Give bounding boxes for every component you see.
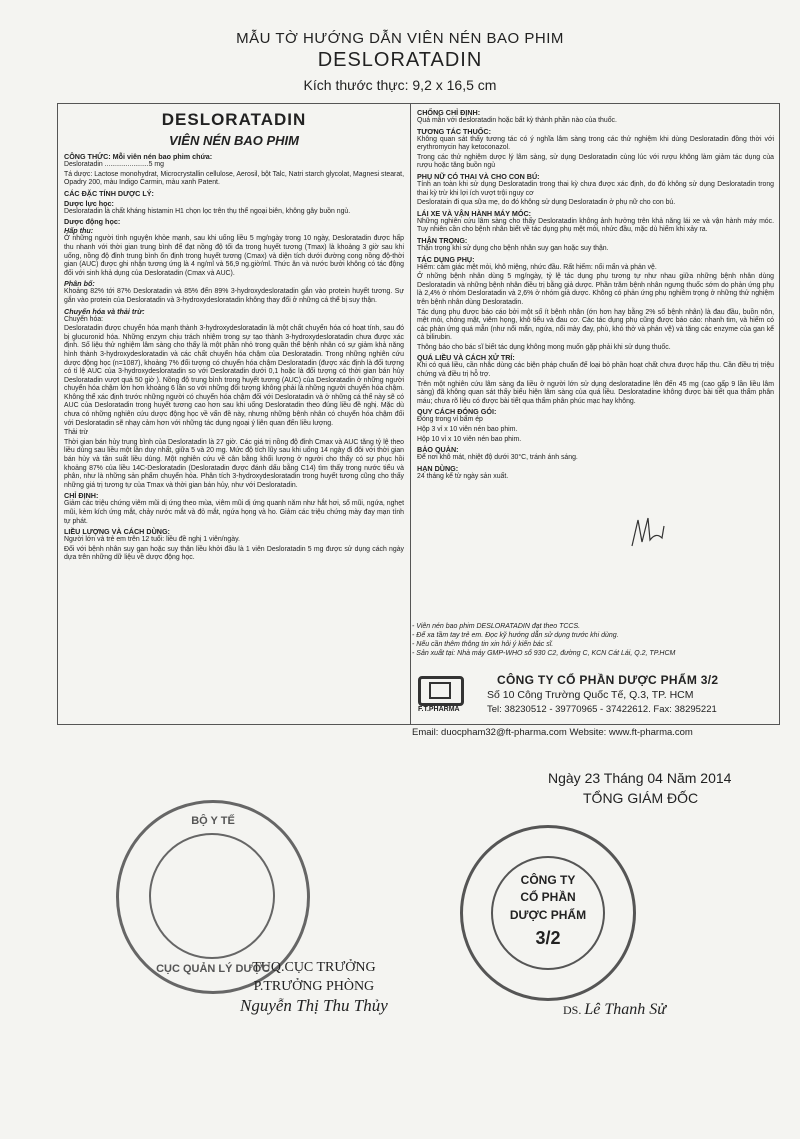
section-heading: HẠN DÙNG: xyxy=(417,463,459,473)
product-title: DESLORATADIN xyxy=(161,110,307,129)
paragraph: Tác dụng phụ được báo cáo bởi một số ít bệnh nhân (ớn hơn hay bằng 2% số bệnh nhân) là đau đầu, buồn nôn, mệt mỏi, chóng mặt, viêm họng, khô tiểu và đau cơ. Các tác dụng phụ cũng được báo cáo: nhanh tim, và hiếm có các phản ứng quá mẫn (như nổi mẩn, ngứa, nổi mày đay, phù, khó thở và phản vệ) và tăng các enzyme của gan kể cả bilirubin. xyxy=(417,308,774,342)
section-heading: LÁI XE VÀ VẬN HÀNH MÁY MÓC: xyxy=(417,208,532,218)
logo-text: F.T.PHARMA xyxy=(418,706,460,713)
stamp-line: CỔ PHẦN xyxy=(520,890,576,904)
paragraph: Thông báo cho bác sĩ biết tác dụng không mong muốn gặp phải khi sử dụng thuốc. xyxy=(417,343,671,351)
sign-date: Ngày 23 Tháng 04 Năm 2014 xyxy=(548,770,732,786)
section-heading: CÔNG THỨC: Mỗi viên nén bao phim chứa: xyxy=(64,152,213,161)
paragraph: Quá mẫn với desloratadin hoặc bất kỳ thành phần nào của thuốc. xyxy=(417,117,617,124)
paragraph: Đối với bệnh nhân suy gan hoặc suy thận liều khởi đầu là 1 viên Desloratadin 5 mg được sử dụng cách ngày dựa trên những dữ liệu về dược động học. xyxy=(64,545,404,562)
paragraph: Để nơi khô mát, nhiệt độ dưới 30°C, tránh ánh sáng. xyxy=(417,454,578,462)
section-heading: PHỤ NỮ CÓ THAI VÀ CHO CON BÚ: xyxy=(417,171,540,181)
paragraph: Hộp 3 vỉ x 10 viên nén bao phim. xyxy=(417,426,518,434)
paragraph: Ở những bệnh nhân dùng 5 mg/ngày, tỷ lệ tác dụng phụ tương tự như nhau giữa những bệnh nhân dùng Desloratadin và những bệnh nhân điều trị bằng giả dược. Phần trăm bệnh nhân ngưng thuốc sớm do phản ứng phụ là 2,4% ở nhóm Desloratadin và 2,6% ở nhóm giả dược. Không có phản ứng phụ nghiêm trọng ở những thử nghiệm trên bệnh nhân dùng Desloratadin. xyxy=(417,273,774,306)
section-heading: Hấp thu: xyxy=(64,226,94,236)
section-heading: QUY CÁCH ĐÓNG GÓI: xyxy=(417,407,497,417)
right-content xyxy=(417,108,774,481)
handwritten-initials xyxy=(628,512,668,552)
left-column xyxy=(58,104,411,724)
sign-title: TỔNG GIÁM ĐỐC xyxy=(583,790,699,806)
paragraph: Thận trọng khi sử dụng cho bệnh nhân suy gan hoặc suy thận. xyxy=(417,244,609,252)
company-name: CÔNG TY CỔ PHẦN DƯỢC PHẨM 3/2 xyxy=(497,673,719,687)
paragraph: Người lớn và trẻ em trên 12 tuổi: liều đề nghị 1 viên/ngày. xyxy=(64,536,240,544)
doc-header-product: DESLORATADIN xyxy=(317,49,483,71)
note-item: - Sản xuất tại: Nhà máy GMP-WHO số 930 C2, đường C, KCN Cát Lái, Q.2, TP.HCM xyxy=(412,650,676,657)
paragraph: Khi có quá liều, cần nhắc dùng các biện pháp chuẩn để loại bỏ phần hoạt chất chưa được hấp thu. Cần điều trị triệu chứng và điều trị hỗ trợ. xyxy=(417,362,774,379)
section-heading: Dược lực học: xyxy=(64,198,114,208)
doc-header-line1: MẪU TỜ HƯỚNG DẪN VIÊN NÉN BAO PHIM xyxy=(236,30,564,47)
paragraph: Hiếm: cảm giác mệt mỏi, khô miệng, nhức đầu. Rất hiếm: nổi mẩn và phản vệ. xyxy=(417,263,657,271)
section-heading: CÁC ĐẶC TÍNH DƯỢC LÝ: xyxy=(64,188,154,198)
product-subtitle: VIÊN NÉN BAO PHIM xyxy=(168,133,299,148)
stamp-line: DƯỢC PHẨM xyxy=(509,908,587,922)
paragraph: Trong các thử nghiệm dược lý lâm sàng, sử dụng Desloratadin cùng lúc với rượu không làm giảm tác dụng của rượu hoặc tăng buồn ngủ xyxy=(417,153,774,170)
section-heading: BẢO QUẢN: xyxy=(417,445,459,455)
paragraph: Khoảng 82% tới 87% Desloratadin và 85% đến 89% 3-hydroxydesloratadin gắn vào protein huyết tương. Sự gắn vào protein của Desloratadin và 3-hydroxydesloratadin không thay đổi ở những cá thể bị suy thận. xyxy=(64,288,404,304)
paragraph: Thời gian bán hủy trung bình của Desloratadin là 27 giờ. Các giá trị nồng độ đỉnh Cmax và AUC tăng tỷ lệ theo liều dùng sau liều một lần duy nhất, giữa 5 và 20 mg. Mức độ tích lũy sau khi uống 14 ngày đi đôi với thời gian bán hủy và tần suất liều dùng. Một nghiên cứu về cân bằng khối lượng ở người cho thấy có sự phục hồi khoảng 87% của liều 14C-Desloratadin (Desloratadin được đánh dấu bằng C14) tìm thấy trong nước tiểu và phân, như là những sản phẩm chuyển hóa. Phân tích 3-hydroxydesloratadin trong huyết tương cũng cho thấy những giá trị tương tự của Tmax và thời gian bán hủy, như với Desloratadin. xyxy=(64,438,404,489)
signer-signature: Lê Thanh Sử xyxy=(584,1001,666,1018)
paragraph: Trên một nghiên cứu lâm sàng đa liều ở người lớn sử dụng desloratadine lên đến 45 mg (cao gấp 9 lần liều lâm sàng) đã không quan sát thấy biểu hiện lâm sàng của quá liều. Desloratadine không được bài tiết qua thẩm phân máu; chưa rõ liệu có được bài tiết qua thẩm phân phúc mạc hay không. xyxy=(417,380,774,405)
section-heading: TÁC DỤNG PHỤ: xyxy=(417,254,475,264)
doc-header-size: Kích thước thực: 9,2 x 16,5 cm xyxy=(303,77,497,93)
stamp-top-text: BỘ Y TẾ xyxy=(191,815,235,827)
paragraph: Đóng trong vỉ bấm ép xyxy=(417,416,483,424)
paragraph: Desloratadin được chuyển hóa mạnh thành 3-hydroxydesloratadin là một chất chuyển hóa có hoạt tính, sau đó bị glucuronid hóa. Những enzym chịu trách nhiệm trong sự tạo thành 3-hydroxydesloratadin chưa được xác định. Số liệu thử nghiệm lâm sàng cho thấy là một phần nhỏ trong quần thể bệnh nhân có sự giảm khả năng hình thành 3-hydroxydesloratadin và các chất chuyển hóa chậm của Desloratadin. Trong những nghiên cứu dược động học (n=1087), khoảng 7% đối tượng có chuyển hóa chậm Desloratadin (được xác định là đối tượng có tỉ lệ AUC của 3-hydroxydesloratadin so với Desloratadin dưới 0,1 hoặc là đối tượng có thời gian bán hủy Desloratadin vượt quá 50 giờ ). Nồng độ trung bình trong huyết tương (AUC) của Desloratadin ở những người chuyển hóa chậm lớn hơn khoảng 6 lần so với những đối tượng không phải là những người chuyển hóa chậm. Không thể xác định trước những người có chuyển hóa chậm đối với Desloratadin và ở những cá thể này sẽ có AUC của Desloratadin trong huyết tương cao hơn sau khi uống Desloratadin theo đúng liều đề nghị. Mặc dù chưa có những nghiên cứu dược động học về vấn đề này, nhưng những bệnh nhân có chuyển hóa chậm đối với Desloratadin sẽ nhạy cảm hơn với những tác dụng ngoại ý liên quan đến liều lượng. xyxy=(64,325,404,427)
company-stamp xyxy=(460,825,636,1001)
official-line1: TUQ.CỤC TRƯỞNG xyxy=(252,960,376,975)
note-item: - Nếu cần thêm thông tin xin hỏi ý kiến bác sĩ. xyxy=(412,641,554,648)
stamp-line: 3/2 xyxy=(535,928,561,948)
paragraph: Desloratadin .......................5 mg xyxy=(64,161,164,168)
section-heading: Dược động học: xyxy=(64,217,121,227)
ministry-stamp xyxy=(116,800,310,994)
section-heading: Phân bố: xyxy=(64,279,95,289)
paragraph: 24 tháng kể từ ngày sản xuất. xyxy=(417,472,509,480)
notes-list xyxy=(412,622,778,658)
paragraph: Không quan sát thấy tương tác có ý nghĩa lâm sàng trong các thử nghiệm khi dùng Desloratadin đồng thời với erythromycin hay ketoconazol. xyxy=(417,135,774,152)
paragraph: Những nghiên cứu lâm sàng cho thấy Desloratadin không ảnh hưởng trên khả năng lái xe và vận hành máy móc. Tuy nhiên cần cho bệnh nhân biết về tác dụng phụ mệt mỏi, nhức đầu, mặc dù hiếm khi xảy ra. xyxy=(417,217,774,234)
signer-name xyxy=(563,1001,666,1019)
paragraph: Chuyển hóa: xyxy=(64,315,104,323)
paragraph: Desloratain đi qua sữa mẹ, do đó không sử dụng Desloratadin ở phụ nữ cho con bú. xyxy=(417,199,676,207)
section-heading: CHỈ ĐỊNH: xyxy=(64,491,99,501)
section-heading: Chuyển hóa và thải trừ: xyxy=(64,306,145,316)
stamp-line: CÔNG TY xyxy=(520,873,576,887)
company-email: Email: duocpham32@ft-pharma.com Website: www.ft-pharma.com xyxy=(412,724,778,738)
left-content xyxy=(64,152,404,563)
paragraph: Tính an toàn khi sử dụng Desloratadin trong thai kỳ chưa được xác định, do đó không sử dụng Desloratadin trong thai kỳ trừ khi lợi ích vượt trội nguy cơ xyxy=(417,180,774,197)
section-heading: THẬN TRỌNG: xyxy=(417,235,468,245)
stamp-bottom-text: CỤC QUẢN LÝ DƯỢC xyxy=(156,963,270,975)
company-logo xyxy=(418,676,464,706)
company-address: Số 10 Công Trường Quốc Tế, Q.3, TP. HCM xyxy=(487,689,694,701)
section-heading: LIỀU LƯỢNG VÀ CÁCH DÙNG: xyxy=(64,527,170,537)
paragraph: Tá dược: Lactose monohydrat, Microcrystallin cellulose, Aerosil, bột Talc, Natri starch glycolat, Magnesi stearat, Opadry 200, màu Indigo Carmin, màu xanh Patent. xyxy=(64,170,404,187)
paragraph: Giảm các triệu chứng viêm mũi dị ứng theo mùa, viêm mũi dị ứng quanh năm như hắt hơi, sổ mũi, ngứa, nghẹt mũi, kèm kích ứng mắt, chảy nước mắt và đỏ mắt, ngứa họng và ho. Giảm các triệu chứng mày đay mạn tính tự phát. xyxy=(64,500,404,525)
section-heading: TƯƠNG TÁC THUỐC: xyxy=(417,126,491,136)
company-phone: Tel: 38230512 - 39770965 - 37422612. Fax: 38295221 xyxy=(487,704,717,715)
signer-prefix: DS. xyxy=(563,1003,582,1017)
note-item: - Viên nén bao phim DESLORATADIN đạt theo TCCS. xyxy=(412,623,581,630)
paragraph: Ở những người tình nguyện khỏe mạnh, sau khi uống liều 5 mg/ngày trong 10 ngày, Desloratadin được hấp thu nhanh với thời gian trung bình để đạt nồng độ tối đa trong huyết tương (Tmax) là khoảng 3 giờ sau khi uống, nồng độ đỉnh trung bình ổn định trong huyết tương (Cmax) và diện tích dưới đường cong nồng độ-thời gian (AUC) được ghi nhận tương ứng là 4 ng/ml và 56,9 ng.giờ/ml. Thức ăn và nước bưởi không có tác động đối với sinh khả dụng của Desloratadin (Cmax và AUC). xyxy=(64,235,404,277)
section-heading: CHỐNG CHỈ ĐỊNH: xyxy=(417,108,481,117)
official-signature: Nguyễn Thị Thu Thủy xyxy=(240,996,388,1015)
paragraph: Hộp 10 vỉ x 10 viên nén bao phim. xyxy=(417,435,522,443)
paragraph: Desloratadin là chất kháng histamin H1 chọn lọc trên thụ thể ngoại biên, không gây buồn ngủ. xyxy=(64,207,351,215)
company-block xyxy=(412,670,778,722)
paragraph: Thải trừ xyxy=(64,429,89,437)
note-item: - Để xa tầm tay trẻ em. Đọc kỹ hướng dẫn sử dụng trước khi dùng. xyxy=(412,632,619,639)
official-line2: P.TRƯỞNG PHÒNG xyxy=(253,979,375,994)
section-heading: QUÁ LIỀU VÀ CÁCH XỬ TRÍ: xyxy=(417,353,515,363)
